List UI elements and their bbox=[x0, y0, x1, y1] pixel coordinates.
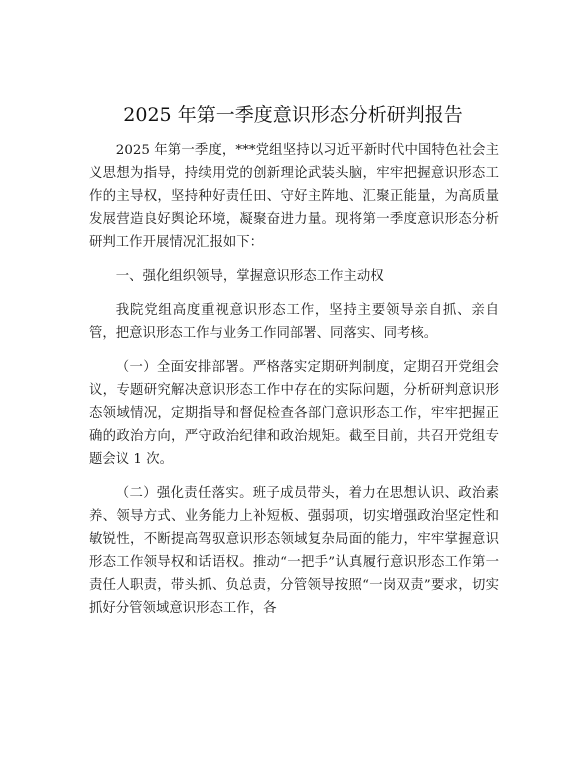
subsection-1-paragraph: （一）全面安排部署。严格落实定期研判制度，定期召开党组会议，专题研究解决意识形态工作中存在的实际问题，分析研判意识形态领域情况，定期指导和督促检查各部门意识形态工作，牢牢把握正确的政治方向，严守政治纪律和政治规矩。截至目前，共召开党组专题会议 1 次。 bbox=[89, 360, 499, 467]
subsection-2-paragraph: （二）强化责任落实。班子成员带头，着力在思想认识、政治素养、领导方式、业务能力上补短板、强弱项，切实增强政治坚定性和敏锐性，不断提高驾驭意识形态领域复杂局面的能力，牢牢掌握意识形态工作领导权和话语权。推动“一把手”认真履行意识形态工作第一责任人职责，带头抓、负总责，分管领导按照“一岗双责”要求，切实抓好分管领域意识形态工作，各 bbox=[89, 486, 499, 616]
document-body bbox=[89, 139, 499, 620]
intro-paragraph: 2025 年第一季度，***党组坚持以习近平新时代中国特色社会主义思想为指导，持续用党的创新理论武装头脑，牢牢把握意识形态工作的主导权，坚持种好责任田、守好主阵地、汇聚正能量，为高质量发展营造良好舆论环境，凝聚奋进力量。现将第一季度意识形态分析研判工作开展情况汇报如下： bbox=[89, 143, 499, 250]
section-1-paragraph: 我院党组高度重视意识形态工作，坚持主要领导亲自抓、亲自管，把意识形态工作与业务工作同部署、同落实、同考核。 bbox=[89, 303, 499, 341]
document-title: 2025 年第一季度意识形态分析研判报告 bbox=[123, 104, 463, 126]
section-heading-1: 一、强化组织领导，掌握意识形态工作主动权 bbox=[115, 269, 384, 284]
